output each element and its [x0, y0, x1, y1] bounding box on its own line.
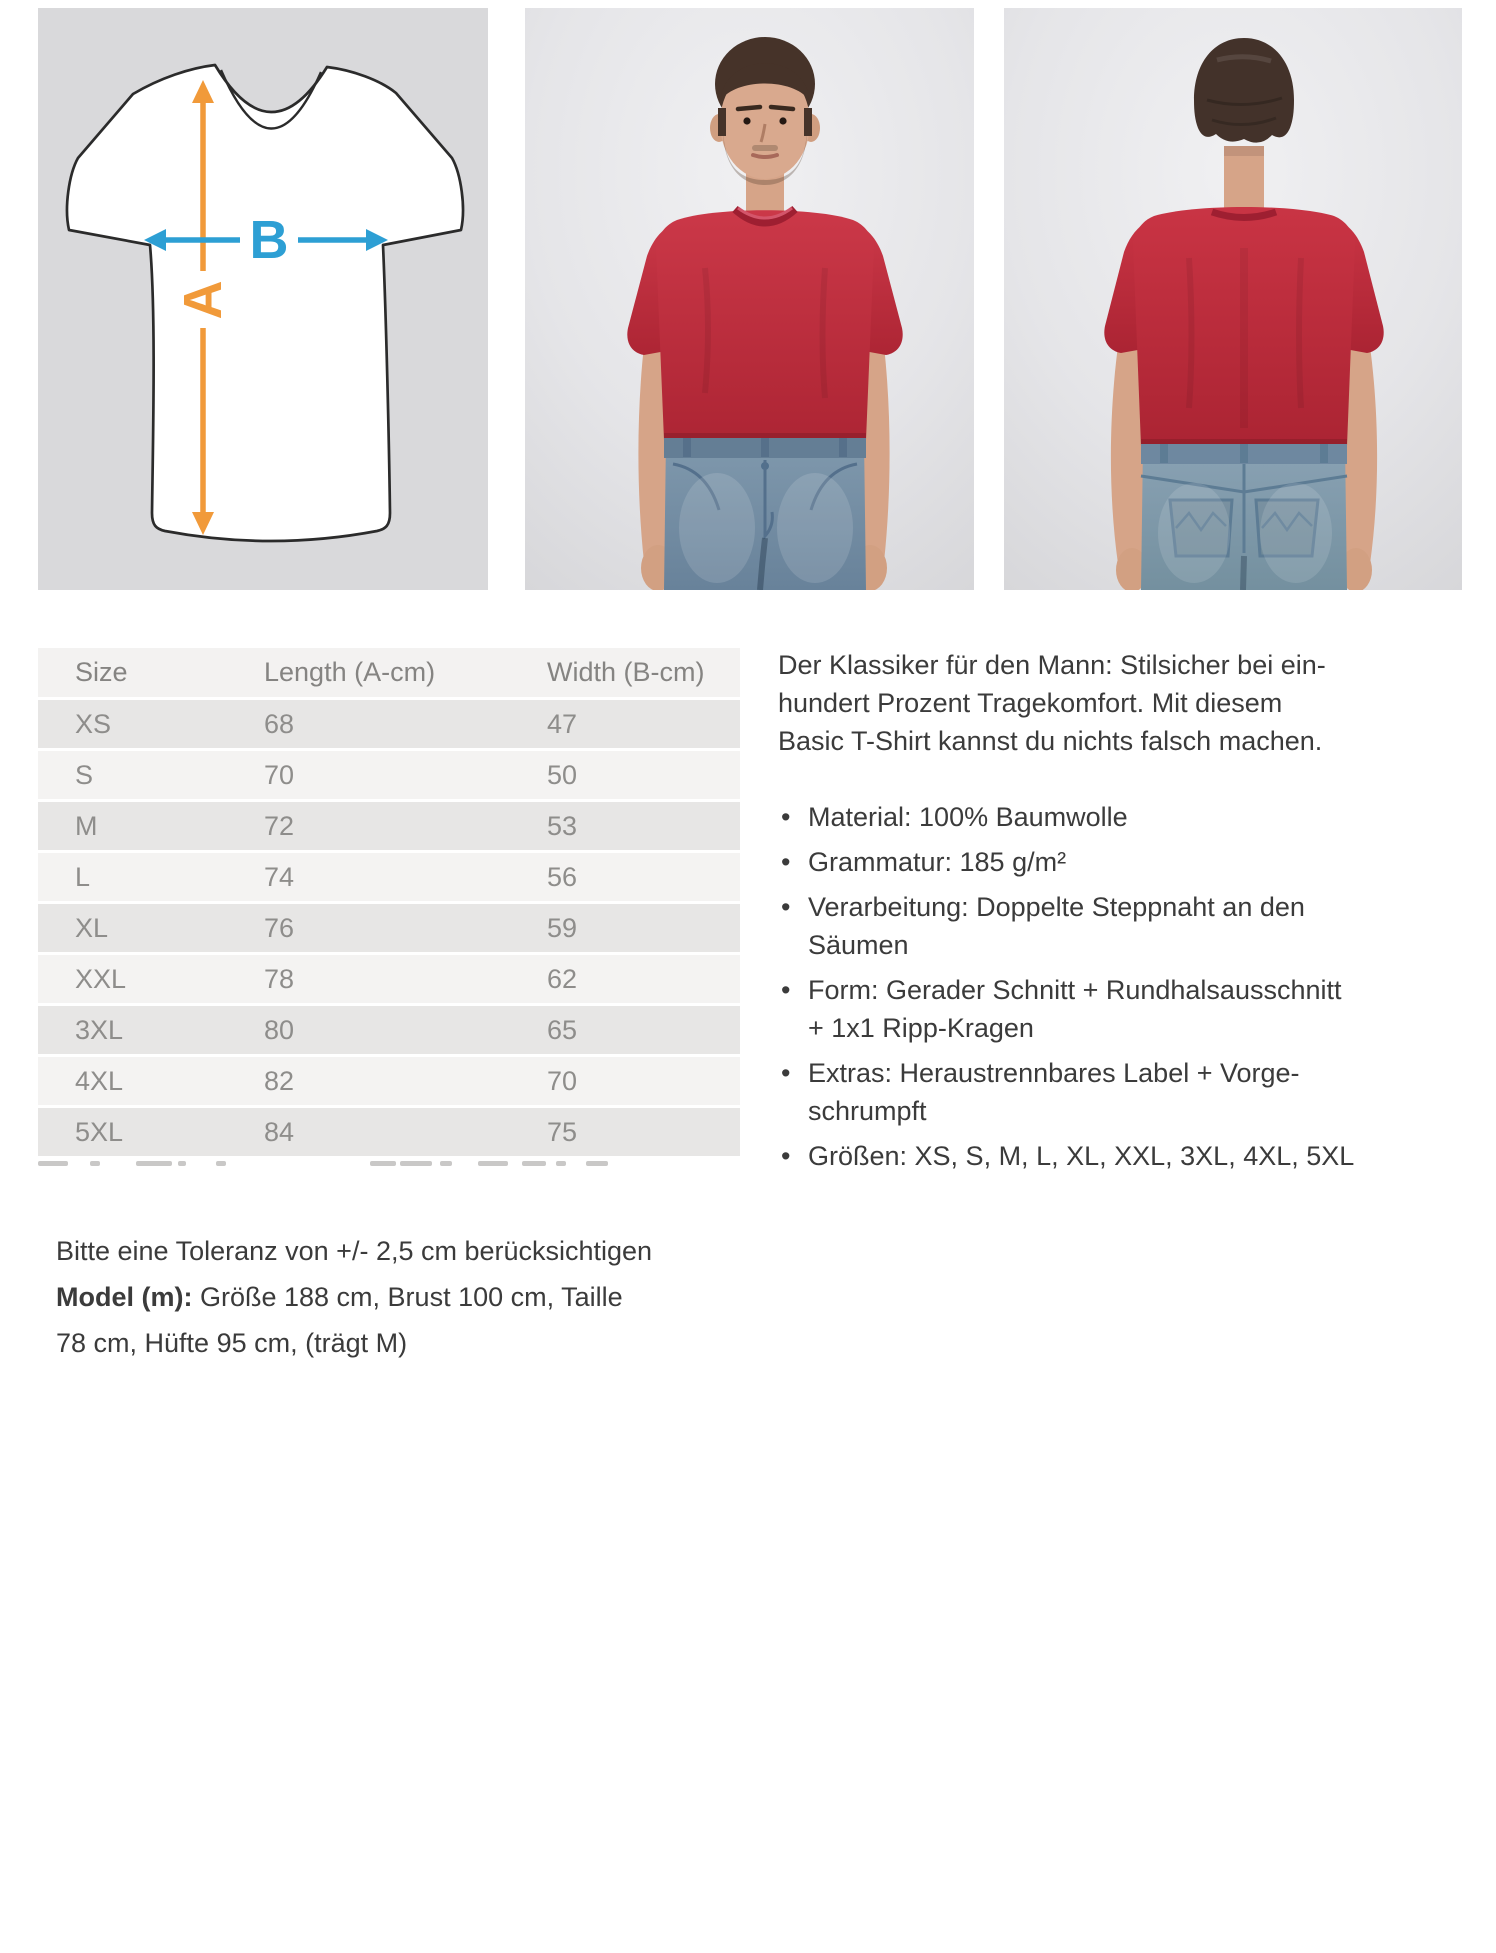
bullet-verarbeitung: • Verarbeitung: Doppelte Steppnaht an den Säumen [778, 888, 1478, 964]
feature-bullet-list [778, 798, 1478, 1175]
intro-line: Der Klassiker für den Mann: Stilsicher bei ein- [778, 650, 1326, 680]
cell-size: S [75, 759, 94, 790]
model-info-line1 [56, 1274, 716, 1320]
cell-length: 80 [264, 1014, 295, 1045]
table-row-xxl [38, 955, 740, 1006]
bullet-groessen: • Größen: XS, S, M, L, XL, XXL, 3XL, 4XL, 5XL [778, 1137, 1478, 1175]
cell-length: 68 [264, 708, 295, 739]
cell-width: 53 [547, 810, 578, 841]
cell-width: 65 [547, 1014, 578, 1045]
size-table [38, 648, 740, 1173]
measure-b-label: B [249, 210, 289, 270]
model-info-rest: Größe 188 cm, Brust 100 cm, Taille [192, 1282, 623, 1312]
product-description [778, 646, 1478, 1182]
cell-size: L [75, 861, 91, 892]
description-intro [778, 646, 1478, 760]
cell-width: 50 [547, 759, 578, 790]
cell-size: XL [75, 912, 109, 943]
intro-line: Basic T-Shirt kannst du nichts falsch machen. [778, 726, 1323, 756]
cell-size: 5XL [75, 1116, 124, 1147]
table-row-l [38, 853, 740, 904]
bullet-extras: • Extras: Heraustrennbares Label + Vorge- schrumpft [778, 1054, 1478, 1130]
cell-size: 4XL [75, 1065, 124, 1096]
measurement-notes [56, 1228, 716, 1366]
model-front-photo[interactable] [525, 8, 974, 590]
cell-width: 70 [547, 1065, 578, 1096]
table-row-m [38, 802, 740, 853]
bullet-form: • Form: Gerader Schnitt + Rundhalsausschnitt + 1x1 Ripp-Kragen [778, 971, 1478, 1047]
tshirt-measure-diagram [38, 8, 488, 590]
cell-size: 3XL [75, 1014, 124, 1045]
col-header-width: Width (B-cm) [547, 657, 705, 687]
model-label: Model (m): [56, 1282, 193, 1312]
table-row-xl [38, 904, 740, 955]
model-back-illustration [1004, 8, 1462, 590]
model-info-line2: 78 cm, Hüfte 95 cm, (trägt M) [56, 1328, 408, 1358]
table-row-4xl [38, 1057, 740, 1108]
cell-width: 56 [547, 861, 578, 892]
table-row-s [38, 751, 740, 802]
cell-size: XXL [75, 963, 127, 994]
table-row-xs [38, 700, 740, 751]
tolerance-note: Bitte eine Toleranz von +/- 2,5 cm berücksichtigen [56, 1236, 653, 1266]
table-row-5xl [38, 1108, 740, 1159]
bullet-material: • Material: 100% Baumwolle [778, 798, 1478, 836]
cell-length: 76 [264, 912, 295, 943]
cell-width: 75 [547, 1116, 578, 1147]
col-header-length: Length (A-cm) [264, 657, 436, 687]
cell-width: 59 [547, 912, 578, 943]
cell-length: 82 [264, 1065, 295, 1096]
model-front-illustration [525, 8, 974, 590]
cell-width: 47 [547, 708, 578, 739]
col-header-size: Size [75, 657, 128, 687]
table-row-3xl [38, 1006, 740, 1057]
measure-a-label: A [173, 280, 233, 320]
table-clipped-row [38, 1159, 740, 1173]
cell-size: M [75, 810, 98, 841]
cell-length: 72 [264, 810, 295, 841]
cell-size: XS [75, 708, 112, 739]
intro-line: hundert Prozent Tragekomfort. Mit diesem [778, 688, 1283, 718]
model-back-photo[interactable] [1004, 8, 1462, 590]
cell-length: 78 [264, 963, 295, 994]
cell-width: 62 [547, 963, 578, 994]
cell-length: 84 [264, 1116, 295, 1147]
cell-length: 74 [264, 861, 295, 892]
size-diagram-image[interactable] [38, 8, 488, 590]
bullet-grammatur: • Grammatur: 185 g/m² [778, 843, 1478, 881]
cell-length: 70 [264, 759, 295, 790]
size-table-header-row [38, 648, 740, 700]
